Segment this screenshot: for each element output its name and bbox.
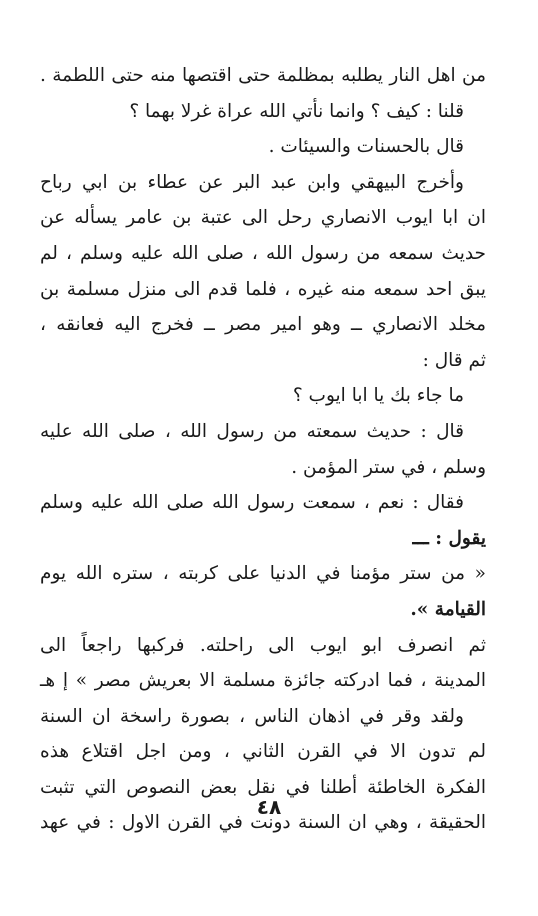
text-line-14: يقول : ـــ [412,527,486,549]
text-line-7: يبق احد سمعه منه غيره ، فلما قدم الى منزل مسلمة بن [40,278,486,300]
text-line-9: ثم قال : [422,349,486,371]
text-line-18: المدينة ، فما ادركته جائزة مسلمة الا بعريش مصر » إ هـ [40,670,486,692]
text-line-4: وأخرج البيهقي وابن عبد البر عن عطاء بن ابي رباح [40,171,464,193]
page-number: ٤٨ [256,795,282,819]
text-line-22: الحقيقة ، وهي ان السنة دونت في القرن الاول : في عهد [40,812,486,834]
text-line-5: ان ابا ايوب الانصاري رحل الى عتبة بن عامر يسأله عن [40,207,486,229]
text-line-3: قال بالحسنات والسيئات . [268,136,464,158]
text-line-16: القيامة ». [410,598,486,620]
text-line-1: من اهل النار يطلبه بمظلمة حتى اقتصها منه حتى اللطمة . [40,65,486,86]
text-line-6: حديث سمعه من رسول الله ، صلى الله عليه وسلم ، لم [40,242,486,264]
body-text [40,58,486,841]
text-line-10: ما جاء بك يا ابا ايوب ؟ [292,385,464,407]
text-line-19: ولقد وقر في اذهان الناس ، بصورة راسخة ان السنة [40,705,464,727]
text-line-20: لم تدون الا في القرن الثاني ، ومن اجل اقتلاع هذه [40,741,486,763]
text-line-11: قال : حديث سمعته من رسول الله ، صلى الله عليه [40,420,464,442]
text-line-2: قلنا : كيف ؟ وانما نأتي الله عراة غرلا بهما ؟ [129,100,464,122]
text-line-17: ثم انصرف ابو ايوب الى راحلته. فركبها راجعاً الى [40,634,486,656]
text-line-15: « من ستر مؤمنا في الدنيا على كربته ، ستره الله يوم [40,563,486,585]
text-line-13: فقال : نعم ، سمعت رسول الله صلى الله عليه وسلم [40,492,464,514]
text-line-21: الفكرة الخاطئة أطلنا في نقل بعض النصوص التي تثبت [40,776,486,798]
text-line-8: مخلد الانصاري ــ وهو امير مصر ــ فخرج اليه فعانقه ، [40,314,486,336]
text-line-12: وسلم ، في ستر المؤمن . [291,456,486,478]
